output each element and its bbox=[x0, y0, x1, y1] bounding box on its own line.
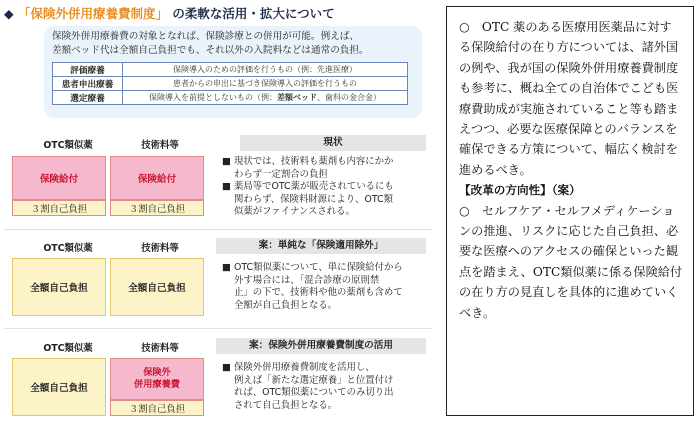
section-bullets bbox=[222, 362, 428, 412]
policy-text-box bbox=[446, 6, 694, 416]
policy-paragraph-1: ○ OTC 薬のある医療用医薬品に対する保険給付の在り方については、諸外国の例や、我が国の保険外併用療養費制度も参考に、概ね全ての自治体でこども医療費助成が実施されていること等も踏まえつつ、必要な医療保障とのバランスを確保できる方策について、幅広く検討を進めるべき。 bbox=[459, 20, 679, 177]
bullet-mark: ■ bbox=[222, 262, 231, 273]
bullet-line: 外す場合には、「混合診療の原則禁 bbox=[234, 274, 380, 286]
row-desc: 保険導入のための評価を行うもの（例：先進医療） bbox=[123, 63, 408, 77]
fee-full-pay-box: 全額自己負担 bbox=[110, 258, 204, 316]
bullet-line: 保険外併用療養費制度を活用し、 bbox=[234, 362, 375, 373]
table-row bbox=[53, 91, 408, 105]
bullet-item bbox=[222, 181, 428, 219]
intro-box bbox=[44, 26, 422, 118]
bullet-line: 関わらず、保険料財源により、OTC類 bbox=[234, 193, 393, 205]
bullet-line: 現状では、技術料も薬剤も内容にかか bbox=[234, 156, 394, 167]
table-row bbox=[53, 63, 408, 77]
section-title: 案：保険外併用療養費制度の活用 bbox=[216, 338, 426, 354]
box-line: 保険外 bbox=[143, 367, 171, 378]
title-bullet: ◆ bbox=[4, 6, 14, 21]
fee-copay-box: ３割自己負担 bbox=[110, 400, 204, 416]
otc-copay-box: ３割自己負担 bbox=[12, 200, 106, 216]
treatment-types-table bbox=[52, 62, 408, 105]
divider bbox=[4, 328, 432, 329]
otc-full-pay-box: 全額自己負担 bbox=[12, 358, 106, 416]
bullet-mark: ■ bbox=[222, 156, 231, 167]
table-row bbox=[53, 77, 408, 91]
bullet-line: わらず一定割合の負担 bbox=[234, 168, 328, 180]
col-header-otc: OTC類似薬 bbox=[43, 243, 93, 254]
row-desc-bold: 差額ベッド bbox=[277, 93, 317, 102]
bullet-mark: ■ bbox=[222, 181, 231, 193]
row-desc-post: 、歯科の金合金） bbox=[317, 93, 381, 102]
fee-copay-box: ３割自己負担 bbox=[110, 200, 204, 216]
section-bullets bbox=[222, 156, 428, 219]
bullet-line: OTC類似薬について、単に保険給付から bbox=[234, 262, 403, 273]
bullet-line: 全額が自己負担となる。 bbox=[234, 299, 338, 311]
intro-line-2: 差額ベッド代は全額自己負担でも、それ以外の入院料などは通常の負担。 bbox=[52, 45, 369, 56]
divider bbox=[4, 229, 432, 230]
bullet-item bbox=[222, 362, 428, 412]
bullet-item bbox=[222, 262, 428, 312]
reform-direction-heading: 【改革の方向性】（案） bbox=[459, 183, 581, 198]
bullet-line: されて自己負担となる。 bbox=[234, 399, 338, 411]
bullet-line: れば、OTC類似薬についてのみ切り出 bbox=[234, 387, 394, 399]
bullet-item bbox=[222, 156, 428, 181]
bullet-line: 止」の下で、技術料や他の薬剤も含めて bbox=[234, 287, 403, 299]
col-header-fee: 技術料等 bbox=[141, 343, 179, 354]
section-title: 案：単純な「保険適用除外」 bbox=[216, 238, 426, 254]
fee-insurance-box: 保険給付 bbox=[110, 156, 204, 200]
col-header-otc: OTC類似薬 bbox=[43, 140, 93, 151]
bullet-line: 似薬がファイナンスされる。 bbox=[234, 206, 355, 218]
title-quoted: 「保険外併用療養費制度」 bbox=[17, 6, 168, 21]
row-desc-pre: 保険導入を前提としないもの（例： bbox=[149, 93, 277, 102]
title-rest: の柔軟な活用・拡大について bbox=[172, 6, 335, 21]
row-name: 評価療養 bbox=[53, 63, 123, 77]
row-name: 選定療養 bbox=[53, 91, 123, 105]
row-desc: 患者からの申出に基づき保険導入の評価を行うもの bbox=[123, 77, 408, 91]
col-header-fee: 技術料等 bbox=[141, 140, 179, 151]
col-header-fee: 技術料等 bbox=[141, 243, 179, 254]
row-name: 患者申出療養 bbox=[53, 77, 123, 91]
row-desc bbox=[123, 91, 408, 105]
bullet-mark: ■ bbox=[222, 362, 231, 373]
slide-title bbox=[4, 4, 335, 22]
bullet-line: 例えば「新たな選定療養」と位置付け bbox=[234, 374, 394, 386]
otc-full-pay-box: 全額自己負担 bbox=[12, 258, 106, 316]
col-header-otc: OTC類似薬 bbox=[43, 343, 93, 354]
section-bullets bbox=[222, 262, 428, 312]
bullet-line: 薬局等でOTC薬が販売されているにも bbox=[234, 181, 394, 193]
policy-paragraph-2: ○ セルフケア・セルフメディケーションの推進、リスクに応じた自己負担、必要な医療へのアクセスの確保といった観点を踏まえ、OTC類似薬に係る保険給付の在り方の見直しを具体的に進めていくべき。 bbox=[459, 203, 683, 320]
otc-insurance-box: 保険給付 bbox=[12, 156, 106, 200]
fee-mixed-care-box bbox=[110, 358, 204, 400]
section-title: 現状 bbox=[240, 135, 426, 151]
intro-line-1: 保険外併用療養費の対象となれば、保険診療との併用が可能。例えば、 bbox=[52, 31, 359, 42]
box-line: 併用療養費 bbox=[134, 379, 180, 390]
